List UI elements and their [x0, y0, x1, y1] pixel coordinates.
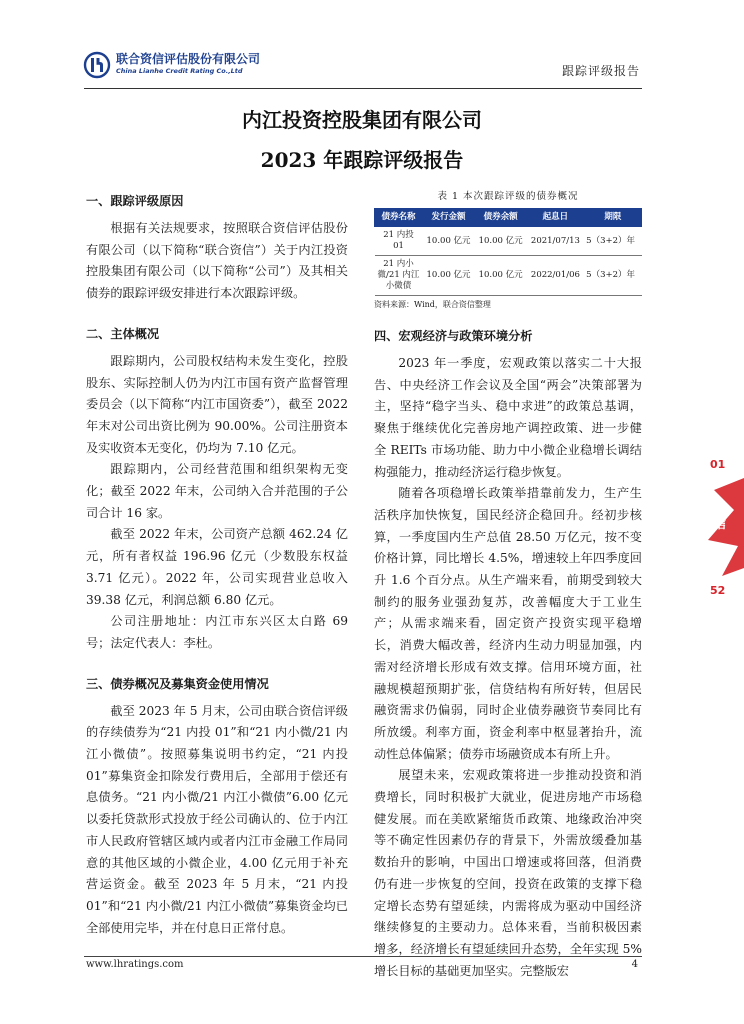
header-divider — [84, 88, 642, 89]
stamp-text-top: 01 — [710, 458, 726, 471]
right-column — [374, 190, 642, 982]
table-caption: 表 1 本次跟踪评级的债券概况 — [437, 191, 579, 202]
table-cell: 21 内小微/21 内江小微债 — [375, 256, 423, 296]
section-heading-3: 三、债券概况及募集资金使用情况 — [86, 676, 269, 691]
report-title-year: 2023 年跟踪评级报告 — [260, 148, 464, 172]
red-seal-stamp — [704, 448, 744, 598]
stamp-text-bottom: 52 — [710, 584, 726, 597]
left-column — [86, 190, 348, 939]
paragraph: 截至 2023 年 5 月末，公司由联合资信评级的存续债券为“21 内投 01”和“21 内小微/21 内江小微债”。按照募集说明书约定，“21 内投 01”募集资金扣除发行费用后，全部用于偿还有息债务。“21 内小微/21 内江小微债”6.00 亿元以委托贷款形式投放于经公司确认的、位于内江市人民政府管辖区域内或者内江市金融工作局同意的其他区域的小微企业，4.00 亿元用于补充营运资金。截至 2023 年 5 月末，“21 内投 01”和“21 内小微/21 内江小微债”募集资金均已全部使用完毕，并在付息日正常付息。 — [86, 703, 348, 935]
table-cell: 21 内投 01 — [375, 227, 423, 256]
table-cell: 2022/01/06 — [527, 256, 584, 296]
paragraph: 跟踪期内，公司经营范围和组织架构无变化；截至 2022 年末，公司纳入合并范围的子公司合计 16 家。 — [86, 462, 348, 520]
table-header-cell: 债券余额 — [475, 209, 527, 227]
table-header-cell: 发行金额 — [423, 209, 475, 227]
table-header-cell: 期限 — [584, 209, 641, 227]
page-number: 4 — [631, 959, 638, 970]
table-cell: 5（3+2）年 — [584, 256, 641, 296]
table-row — [375, 256, 642, 296]
section-heading-1: 一、跟踪评级原因 — [86, 194, 184, 208]
paragraph: 跟踪期内，公司股权结构未发生变化，控股股东、实际控制人仍为内江市国有资产监督管理委员会（以下简称“内江市国资委”），截至 2022 年末对公司出资比例为 90.00%。公司注册资本及实收资本无变化，仍均为 7.10 亿元。 — [86, 353, 348, 455]
footer-website-link[interactable]: www.lhratings.com — [86, 959, 184, 970]
paragraph: 展望未来，宏观政策将进一步推动投资和消费增长，同时积极扩大就业，促进房地产市场稳健发展。而在美欧紧缩货币政策、地缘政治冲突等不确定性因素仍存的背景下，外需放缓叠加基数抬升的影响，中国出口增速或将回落，但消费仍有进一步恢复的空间，投资在政策的支撑下稳定增长态势有望延续，内需将成为驱动中国经济继续修复的主要动力。总体来看，当前积极因素增多，经济增长有望延续回升态势，全年实现 5%增长目标的基础更加坚实。完整版宏 — [374, 768, 642, 978]
page-header — [84, 46, 642, 90]
company-name-en: China Lianhe Credit Rating Co.,Ltd — [116, 67, 243, 75]
paragraph: 截至 2022 年末，公司资产总额 462.24 亿元，所有者权益 196.96 亿元（少数股东权益 3.71 亿元）。2022 年，公司实现营业总收入 39.38 亿元，利润总额 6.80 亿元。 — [86, 527, 348, 607]
report-type-label: 跟踪评级报告 — [561, 64, 640, 78]
paragraph: 2023 年一季度，宏观政策以落实二十大报告、中央经济工作会议及全国“两会”决策部署为主，坚持“稳字当头、稳中求进”的政策总基调，聚焦于继续优化完善房地产调控政策、进一步健全 REITs 市场功能、助力中小微企业稳增长调结构强能力，推动经济运行稳步恢复。 — [374, 356, 642, 479]
section-heading-4: 四、宏观经济与政策环境分析 — [374, 329, 533, 343]
table-header-cell: 起息日 — [527, 209, 584, 227]
footer-divider — [84, 956, 642, 957]
table-header-row — [375, 209, 642, 227]
lianhe-logo-icon — [84, 52, 110, 78]
table-source-note: 资料来源：Wind，联合资信整理 — [374, 300, 491, 309]
table-cell: 5（3+2）年 — [584, 227, 641, 256]
bond-table — [374, 208, 642, 296]
table-header-cell: 债券名称 — [375, 209, 423, 227]
table-cell: 10.00 亿元 — [423, 256, 475, 296]
table-row — [375, 227, 642, 256]
paragraph: 公司注册地址：内江市东兴区太白路 69 号；法定代表人：李杜。 — [86, 614, 348, 650]
table-cell: 2021/07/13 — [527, 227, 584, 256]
table-cell: 10.00 亿元 — [475, 256, 527, 296]
stamp-text-mid: 信 — [714, 517, 727, 531]
table-cell: 10.00 亿元 — [423, 227, 475, 256]
paragraph: 根据有关法规要求，按照联合资信评估股份有限公司（以下简称“联合资信”）关于内江投资控股集团有限公司（以下简称“公司”）及其相关债券的跟踪评级安排进行本次跟踪评级。 — [86, 221, 348, 301]
paragraph: 随着各项稳增长政策举措靠前发力，生产生活秩序加快恢复，国民经济企稳回升。经初步核算，一季度国内生产总值 28.50 万亿元，按不变价格计算，同比增长 4.5%，增速较上年四季度回升 1.6 个百分点。从生产端来看，前期受到较大制约的服务业强劲复苏，改善幅度大于工业生产；从需求端来看，固定资产投资实现平稳增长，消费大幅改善，经济内生动力明显加强，内需对经济增长形成有效支撑。信用环境方面，社融规模超预期扩张，信贷结构有所好转，但居民融资需求仍偏弱，同时企业债券融资节奏同比有所放缓。利率方面，资金利率中枢显著抬升，流动性总体偏紧；债券市场融资成本有所上升。 — [374, 486, 642, 761]
company-name-cn: 联合资信评估股份有限公司 — [116, 52, 261, 66]
section-heading-2: 二、主体概况 — [86, 326, 160, 341]
report-title-company: 内江投资控股集团有限公司 — [242, 108, 482, 132]
table-cell: 10.00 亿元 — [475, 227, 527, 256]
